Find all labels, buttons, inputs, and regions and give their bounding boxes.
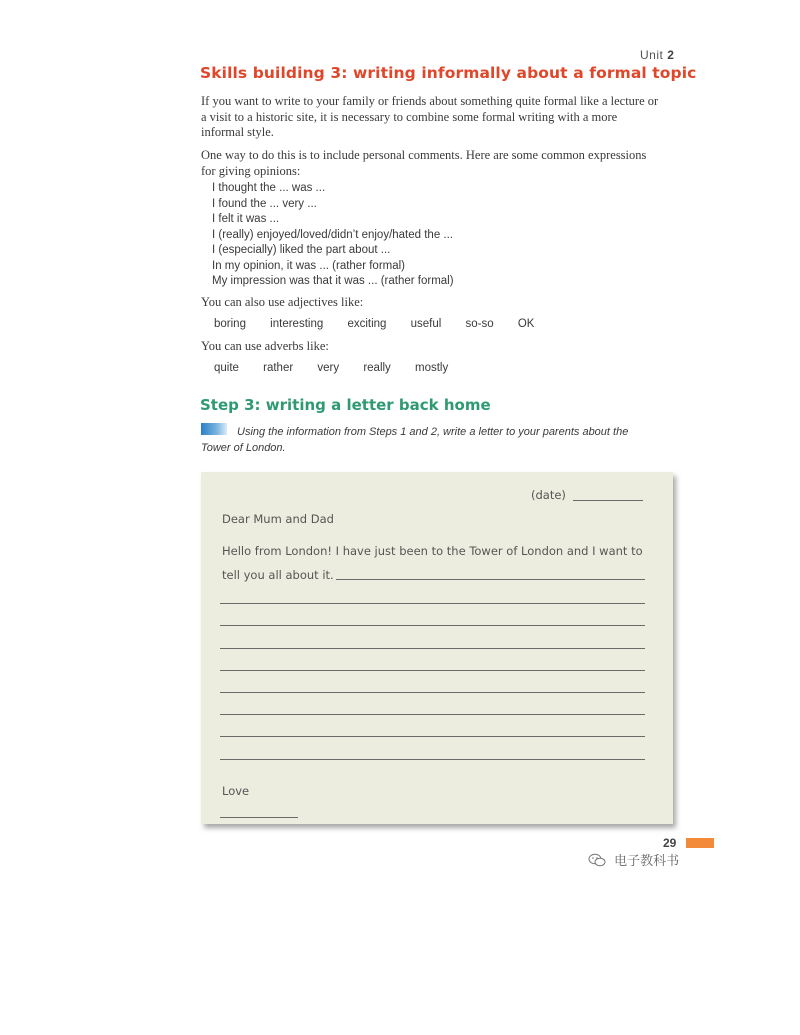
expression-item: My impression was that it was ... (rather formal)	[212, 275, 454, 287]
adverb-word: very	[317, 362, 340, 374]
expression-item: I (especially) liked the part about ...	[212, 244, 391, 256]
writing-line[interactable]	[220, 603, 645, 604]
expression-item: I thought the ... was ...	[212, 182, 326, 194]
adjective-word: interesting	[270, 318, 324, 330]
letter-card	[201, 472, 673, 824]
letter-closing: Love	[222, 784, 250, 798]
adjective-word: useful	[410, 318, 442, 330]
adjective-word: so-so	[465, 318, 494, 330]
watermark-text: 电子教科书	[614, 854, 680, 869]
unit-number: 2	[667, 48, 675, 62]
adverb-word: mostly	[415, 362, 449, 374]
writing-line[interactable]	[336, 579, 645, 580]
wechat-icon	[588, 853, 606, 867]
writing-line[interactable]	[220, 692, 645, 693]
letter-opening-line-2: tell you all about it.	[222, 568, 334, 582]
adjective-word: OK	[517, 318, 535, 330]
adjectives-intro: You can also use adjectives like:	[201, 295, 364, 309]
expressions-list	[212, 181, 454, 290]
writing-line[interactable]	[220, 625, 645, 626]
expression-item: I felt it was ...	[212, 213, 280, 225]
signature-line[interactable]	[220, 817, 298, 818]
writing-line[interactable]	[220, 759, 645, 760]
adverb-word: really	[363, 362, 391, 374]
writing-line[interactable]	[220, 714, 645, 715]
personal-comments-paragraph: One way to do this is to include personal comments. Here are some common expressions for giving opinions:	[201, 148, 647, 178]
step-heading: Step 3: writing a letter back home	[200, 396, 491, 414]
adjectives-row	[214, 318, 555, 330]
expression-item: I found the ... very ...	[212, 197, 317, 210]
step-instruction: Using the information from Steps 1 and 2, write a letter to your parents about the Tower of London.	[201, 426, 629, 454]
adverb-word: quite	[214, 362, 239, 374]
writing-line[interactable]	[220, 648, 645, 649]
adverbs-intro: You can use adverbs like:	[201, 339, 329, 353]
adjective-word: boring	[214, 318, 246, 330]
adjective-word: exciting	[347, 318, 387, 330]
date-line[interactable]	[573, 500, 643, 501]
letter-opening-line: Hello from London! I have just been to the Tower of London and I want to	[222, 544, 643, 558]
writing-line[interactable]	[220, 670, 645, 671]
date-label: (date)	[531, 488, 566, 502]
unit-word: Unit	[640, 48, 664, 62]
page-number: 29	[663, 836, 677, 850]
intro-paragraph: If you want to write to your family or friends about something quite formal like a lecture or a visit to a historic site, it is necessary to combine some formal writing with a more informal style.	[201, 94, 659, 139]
adverb-word: rather	[263, 362, 294, 374]
expression-item: In my opinion, it was ... (rather formal)	[212, 259, 406, 272]
unit-label	[640, 48, 674, 62]
adverbs-row	[214, 362, 469, 374]
skills-heading: Skills building 3: writing informally about a formal topic	[200, 64, 697, 82]
writing-line[interactable]	[220, 736, 645, 737]
expression-item: I (really) enjoyed/loved/didn’t enjoy/hated the ...	[212, 228, 454, 241]
letter-greeting: Dear Mum and Dad	[222, 512, 334, 526]
page-number-bar	[686, 838, 714, 848]
watermark	[588, 850, 679, 869]
